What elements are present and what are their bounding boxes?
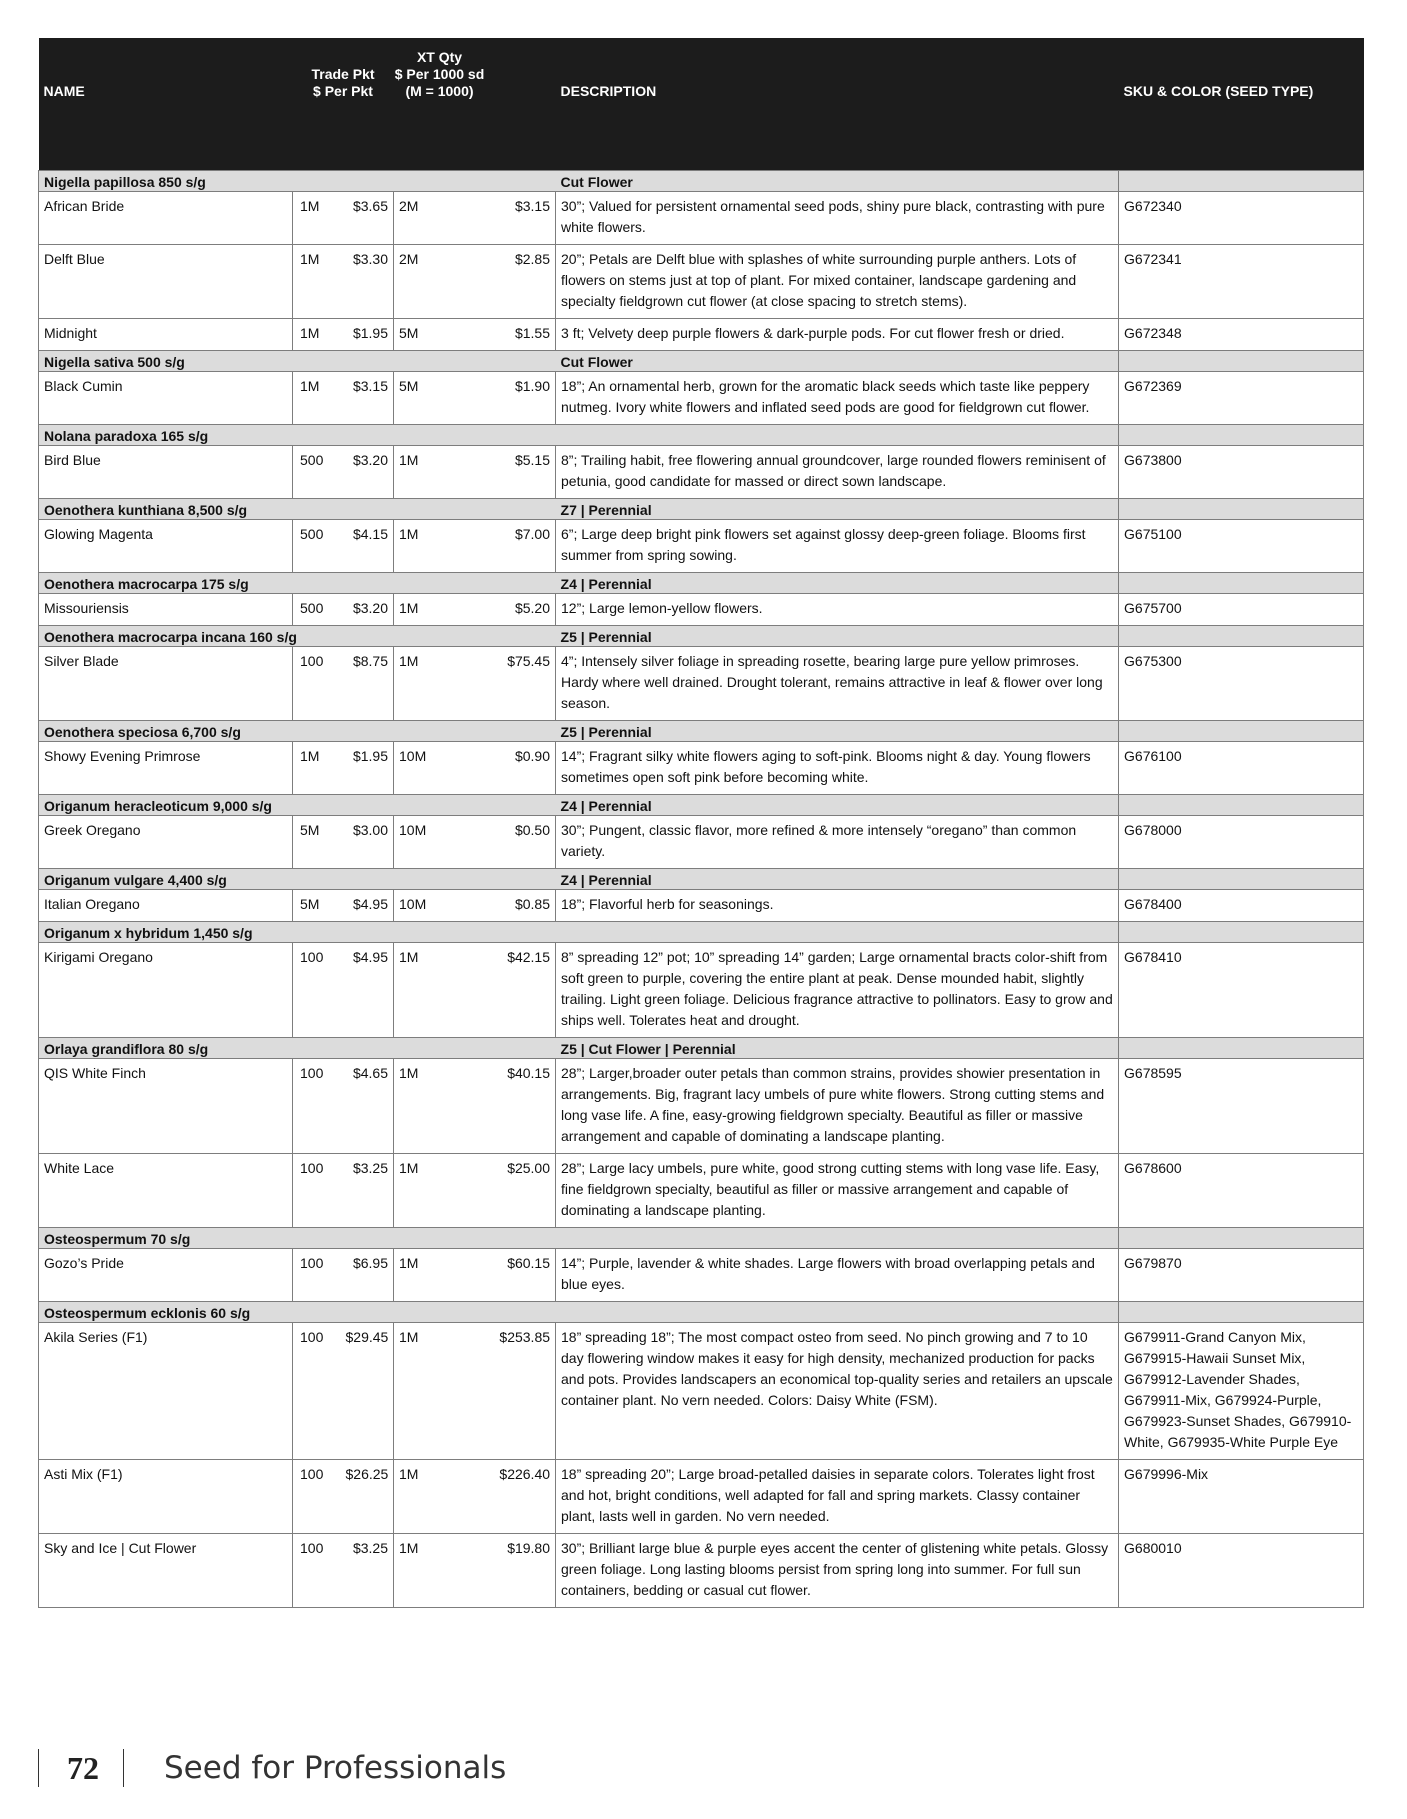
xt-qty: 1M xyxy=(394,1153,451,1227)
variety-name: White Lace xyxy=(39,1153,293,1227)
description: 14”; Purple, lavender & white shades. Large flowers with broad overlapping petals and blue eyes. xyxy=(556,1248,1119,1301)
group-category xyxy=(556,1227,1119,1248)
group-category xyxy=(556,921,1119,942)
group-header-row xyxy=(39,1301,1364,1322)
table-row xyxy=(39,1248,1364,1301)
xt-qty: 10M xyxy=(394,889,451,921)
group-name: Oenothera macrocarpa incana 160 s/g xyxy=(39,625,556,646)
description: 8” spreading 12” pot; 10” spreading 14” garden; Large ornamental bracts color-shift from soft green to purple, covering the entire plant at peak. Dense mounded habit, slightly trailing. Light green foliage. Delicious fragrance attractive to pollinators. Easy to grow and ships well. Tolerates heat and drought. xyxy=(556,942,1119,1037)
sku: G679870 xyxy=(1119,1248,1364,1301)
header-name: NAME xyxy=(43,83,85,99)
group-sku-blank xyxy=(1119,720,1364,741)
trade-qty: 100 xyxy=(293,1058,341,1153)
variety-name: Asti Mix (F1) xyxy=(39,1459,293,1533)
xt-qty: 2M xyxy=(394,191,451,244)
group-name: Nigella sativa 500 s/g xyxy=(39,350,556,371)
trade-price: $6.95 xyxy=(341,1248,394,1301)
sku: G672341 xyxy=(1119,244,1364,318)
group-sku-blank xyxy=(1119,921,1364,942)
group-sku-blank xyxy=(1119,794,1364,815)
xt-qty: 10M xyxy=(394,815,451,868)
table-row xyxy=(39,942,1364,1037)
description: 14”; Fragrant silky white flowers aging to soft-pink. Blooms night & day. Young flowers sometimes open soft pink before becoming white. xyxy=(556,741,1119,794)
group-header-row xyxy=(39,720,1364,741)
variety-name: Akila Series (F1) xyxy=(39,1322,293,1459)
trade-qty: 5M xyxy=(293,815,341,868)
group-header-row xyxy=(39,572,1364,593)
sku: G680010 xyxy=(1119,1533,1364,1607)
table-row xyxy=(39,593,1364,625)
header-xt-qty-line2: $ Per 1000 sd xyxy=(394,66,485,82)
group-header-row xyxy=(39,350,1364,371)
trade-qty: 1M xyxy=(293,741,341,794)
group-category: Z5 | Perennial xyxy=(556,625,1119,646)
group-sku-blank xyxy=(1119,424,1364,445)
variety-name: Midnight xyxy=(39,318,293,350)
xt-qty: 5M xyxy=(394,371,451,424)
trade-qty: 500 xyxy=(293,593,341,625)
table-row xyxy=(39,1058,1364,1153)
xt-price: $5.20 xyxy=(451,593,556,625)
group-sku-blank xyxy=(1119,625,1364,646)
header-xt-qty xyxy=(394,38,556,104)
group-sku-blank xyxy=(1119,868,1364,889)
description: 30”; Pungent, classic flavor, more refined & more intensely “oregano” than common variety. xyxy=(556,815,1119,868)
sku: G678000 xyxy=(1119,815,1364,868)
group-header-row xyxy=(39,625,1364,646)
description: 3 ft; Velvety deep purple flowers & dark-purple pods. For cut flower fresh or dried. xyxy=(556,318,1119,350)
sku: G676100 xyxy=(1119,741,1364,794)
xt-qty: 2M xyxy=(394,244,451,318)
group-sku-blank xyxy=(1119,1037,1364,1058)
xt-qty: 10M xyxy=(394,741,451,794)
footer-divider-left xyxy=(38,1749,39,1787)
trade-price: $3.25 xyxy=(341,1533,394,1607)
description: 28”; Large lacy umbels, pure white, good strong cutting stems with long vase life. Easy, fine fieldgrown specialty, beautiful as filler or massive arrangement and capable of dominating a landscape planting. xyxy=(556,1153,1119,1227)
description: 30”; Brilliant large blue & purple eyes accent the center of glistening white petals. Glossy green foliage. Long lasting blooms persist from spring long into summer. For full sun containers, bedding or casual cut flower. xyxy=(556,1533,1119,1607)
table-row xyxy=(39,191,1364,244)
header-description: DESCRIPTION xyxy=(560,83,657,99)
trade-qty: 100 xyxy=(293,1459,341,1533)
xt-qty: 1M xyxy=(394,1248,451,1301)
sku: G679911-Grand Canyon Mix, G679915-Hawaii Sunset Mix, G679912-Lavender Shades, G679911-Mix, G679924-Purple, G679923-Sunset Shades, G679910-White, G679935-White Purple Eye xyxy=(1119,1322,1364,1459)
xt-price: $5.15 xyxy=(451,445,556,498)
sku: G678400 xyxy=(1119,889,1364,921)
trade-price: $4.95 xyxy=(341,942,394,1037)
xt-qty: 1M xyxy=(394,1322,451,1459)
trade-price: $29.45 xyxy=(341,1322,394,1459)
sku: G675100 xyxy=(1119,519,1364,572)
xt-qty: 1M xyxy=(394,1058,451,1153)
group-sku-blank xyxy=(1119,1301,1364,1322)
group-header-row xyxy=(39,1037,1364,1058)
trade-qty: 5M xyxy=(293,889,341,921)
header-trade-pkt-line1: Trade Pkt xyxy=(311,66,375,82)
trade-qty: 100 xyxy=(293,1248,341,1301)
trade-price: $1.95 xyxy=(341,318,394,350)
sku: G675700 xyxy=(1119,593,1364,625)
trade-qty: 1M xyxy=(293,318,341,350)
table-row xyxy=(39,371,1364,424)
header-xt-qty-line1: XT Qty xyxy=(416,49,463,65)
group-sku-blank xyxy=(1119,350,1364,371)
group-category: Cut Flower xyxy=(556,170,1119,191)
table-header-row xyxy=(39,38,1364,104)
description: 20”; Petals are Delft blue with splashes of white surrounding purple anthers. Lots of flowers on stems just at top of plant. For mixed container, landscape gardening and specialty fieldgrown cut flower (at close spacing to stretch stems). xyxy=(556,244,1119,318)
xt-qty: 5M xyxy=(394,318,451,350)
xt-price: $40.15 xyxy=(451,1058,556,1153)
group-sku-blank xyxy=(1119,170,1364,191)
xt-price: $0.85 xyxy=(451,889,556,921)
group-name: Origanum x hybridum 1,450 s/g xyxy=(39,921,556,942)
table-row xyxy=(39,445,1364,498)
table-row xyxy=(39,741,1364,794)
header-xt-qty-line3: (M = 1000) xyxy=(405,83,474,99)
trade-price: $3.30 xyxy=(341,244,394,318)
trade-price: $3.25 xyxy=(341,1153,394,1227)
variety-name: Silver Blade xyxy=(39,646,293,720)
xt-price: $1.55 xyxy=(451,318,556,350)
trade-qty: 500 xyxy=(293,519,341,572)
description: 4”; Intensely silver foliage in spreading rosette, bearing large pure yellow primroses. Hardy where well drained. Drought tolerant, remains attractive in leaf & flower over long season. xyxy=(556,646,1119,720)
xt-price: $253.85 xyxy=(451,1322,556,1459)
trade-price: $1.95 xyxy=(341,741,394,794)
trade-price: $26.25 xyxy=(341,1459,394,1533)
xt-qty: 1M xyxy=(394,646,451,720)
variety-name: Missouriensis xyxy=(39,593,293,625)
variety-name: Kirigami Oregano xyxy=(39,942,293,1037)
header-trade-pkt-line2: $ Per Pkt xyxy=(313,83,373,99)
group-category: Z5 | Cut Flower | Perennial xyxy=(556,1037,1119,1058)
table-row xyxy=(39,1322,1364,1459)
table-row xyxy=(39,646,1364,720)
xt-qty: 1M xyxy=(394,519,451,572)
group-name: Orlaya grandiflora 80 s/g xyxy=(39,1037,556,1058)
description: 28”; Larger,broader outer petals than common strains, provides showier presentation in arrangements. Big, fragrant lacy umbels of pure white flowers. Strong cutting stems and long vase life. A fine, easy-growing fieldgrown specialty. Beautiful as filler or massive arrangement and capable of dominating a landscape planting. xyxy=(556,1058,1119,1153)
table-row xyxy=(39,1533,1364,1607)
description: 12”; Large lemon-yellow flowers. xyxy=(556,593,1119,625)
xt-qty: 1M xyxy=(394,1459,451,1533)
trade-price: $3.00 xyxy=(341,815,394,868)
description: 18” spreading 20”; Large broad-petalled daisies in separate colors. Tolerates light frost and hot, bright conditions, well adapted for fall and spring markets. Classy container plant, lasts well in garden. No vern needed. xyxy=(556,1459,1119,1533)
variety-name: African Bride xyxy=(39,191,293,244)
sku: G675300 xyxy=(1119,646,1364,720)
page-number: 72 xyxy=(67,1749,99,1786)
trade-price: $4.15 xyxy=(341,519,394,572)
group-category: Cut Flower xyxy=(556,350,1119,371)
group-category: Z5 | Perennial xyxy=(556,720,1119,741)
xt-price: $226.40 xyxy=(451,1459,556,1533)
variety-name: Italian Oregano xyxy=(39,889,293,921)
description: 18”; An ornamental herb, grown for the aromatic black seeds which taste like peppery nutmeg. Ivory white flowers and inflated seed pods are good for fieldgrown cut flower. xyxy=(556,371,1119,424)
variety-name: Glowing Magenta xyxy=(39,519,293,572)
group-category xyxy=(556,1301,1119,1322)
trade-qty: 100 xyxy=(293,646,341,720)
page-footer xyxy=(38,1747,506,1789)
sku: G678600 xyxy=(1119,1153,1364,1227)
trade-qty: 100 xyxy=(293,1533,341,1607)
group-name: Osteospermum 70 s/g xyxy=(39,1227,556,1248)
trade-qty: 1M xyxy=(293,244,341,318)
sku: G678595 xyxy=(1119,1058,1364,1153)
trade-price: $3.65 xyxy=(341,191,394,244)
table-row xyxy=(39,889,1364,921)
trade-qty: 100 xyxy=(293,1153,341,1227)
sku: G672369 xyxy=(1119,371,1364,424)
variety-name: Bird Blue xyxy=(39,445,293,498)
variety-name: Delft Blue xyxy=(39,244,293,318)
sku: G679996-Mix xyxy=(1119,1459,1364,1533)
table-row xyxy=(39,1459,1364,1533)
trade-price: $3.20 xyxy=(341,593,394,625)
xt-price: $19.80 xyxy=(451,1533,556,1607)
table-row xyxy=(39,244,1364,318)
trade-qty: 100 xyxy=(293,942,341,1037)
description: 6”; Large deep bright pink flowers set against glossy deep-green foliage. Blooms first summer from spring sowing. xyxy=(556,519,1119,572)
header-trade-pkt xyxy=(293,38,394,104)
group-name: Oenothera kunthiana 8,500 s/g xyxy=(39,498,556,519)
trade-price: $3.15 xyxy=(341,371,394,424)
group-name: Nolana paradoxa 165 s/g xyxy=(39,424,556,445)
xt-price: $2.85 xyxy=(451,244,556,318)
trade-price: $8.75 xyxy=(341,646,394,720)
description: 18” spreading 18”; The most compact osteo from seed. No pinch growing and 7 to 10 day flowering window makes it easy for high density, mechanized production for packs and pots. Provides landscapers an economical top-quality series and retailers an upscale container plant. No vern needed. Colors: Daisy White (FSM). xyxy=(556,1322,1119,1459)
variety-name: Black Cumin xyxy=(39,371,293,424)
group-sku-blank xyxy=(1119,572,1364,593)
trade-qty: 1M xyxy=(293,191,341,244)
xt-qty: 1M xyxy=(394,942,451,1037)
sku: G672348 xyxy=(1119,318,1364,350)
group-category xyxy=(556,424,1119,445)
group-category: Z4 | Perennial xyxy=(556,868,1119,889)
group-name: Oenothera speciosa 6,700 s/g xyxy=(39,720,556,741)
group-name: Origanum heracleoticum 9,000 s/g xyxy=(39,794,556,815)
trade-qty: 100 xyxy=(293,1322,341,1459)
group-sku-blank xyxy=(1119,1227,1364,1248)
table-row xyxy=(39,318,1364,350)
variety-name: Showy Evening Primrose xyxy=(39,741,293,794)
group-name: Nigella papillosa 850 s/g xyxy=(39,170,556,191)
variety-name: Greek Oregano xyxy=(39,815,293,868)
product-table xyxy=(38,38,1364,1608)
group-header-row xyxy=(39,921,1364,942)
xt-qty: 1M xyxy=(394,1533,451,1607)
group-name: Osteospermum ecklonis 60 s/g xyxy=(39,1301,556,1322)
table-row xyxy=(39,519,1364,572)
group-name: Oenothera macrocarpa 175 s/g xyxy=(39,572,556,593)
xt-qty: 1M xyxy=(394,593,451,625)
variety-name: Sky and Ice | Cut Flower xyxy=(39,1533,293,1607)
trade-qty: 500 xyxy=(293,445,341,498)
group-category: Z4 | Perennial xyxy=(556,572,1119,593)
table-row xyxy=(39,1153,1364,1227)
group-header-row xyxy=(39,498,1364,519)
description: 30”; Valued for persistent ornamental seed pods, shiny pure black, contrasting with pure white flowers. xyxy=(556,191,1119,244)
trade-price: $4.95 xyxy=(341,889,394,921)
trade-price: $4.65 xyxy=(341,1058,394,1153)
table-body xyxy=(39,170,1364,1607)
publication-title: Seed for Professionals xyxy=(164,1750,507,1786)
group-header-row xyxy=(39,424,1364,445)
trade-price: $3.20 xyxy=(341,445,394,498)
sku: G673800 xyxy=(1119,445,1364,498)
description: 8”; Trailing habit, free flowering annual groundcover, large rounded flowers reminisent of petunia, good candidate for massed or direct sown landscape. xyxy=(556,445,1119,498)
group-category: Z7 | Perennial xyxy=(556,498,1119,519)
group-header-row xyxy=(39,170,1364,191)
group-sku-blank xyxy=(1119,498,1364,519)
group-category: Z4 | Perennial xyxy=(556,794,1119,815)
group-header-row xyxy=(39,868,1364,889)
xt-price: $3.15 xyxy=(451,191,556,244)
xt-qty: 1M xyxy=(394,445,451,498)
xt-price: $1.90 xyxy=(451,371,556,424)
xt-price: $75.45 xyxy=(451,646,556,720)
xt-price: $7.00 xyxy=(451,519,556,572)
xt-price: $42.15 xyxy=(451,942,556,1037)
xt-price: $25.00 xyxy=(451,1153,556,1227)
header-sku: SKU & COLOR (SEED TYPE) xyxy=(1123,83,1314,99)
xt-price: $0.50 xyxy=(451,815,556,868)
sku: G678410 xyxy=(1119,942,1364,1037)
group-header-row xyxy=(39,1227,1364,1248)
description: 18”; Flavorful herb for seasonings. xyxy=(556,889,1119,921)
footer-divider-right xyxy=(123,1749,124,1787)
group-name: Origanum vulgare 4,400 s/g xyxy=(39,868,556,889)
group-header-row xyxy=(39,794,1364,815)
xt-price: $60.15 xyxy=(451,1248,556,1301)
sku: G672340 xyxy=(1119,191,1364,244)
trade-qty: 1M xyxy=(293,371,341,424)
table-row xyxy=(39,815,1364,868)
variety-name: Gozo’s Pride xyxy=(39,1248,293,1301)
variety-name: QIS White Finch xyxy=(39,1058,293,1153)
xt-price: $0.90 xyxy=(451,741,556,794)
